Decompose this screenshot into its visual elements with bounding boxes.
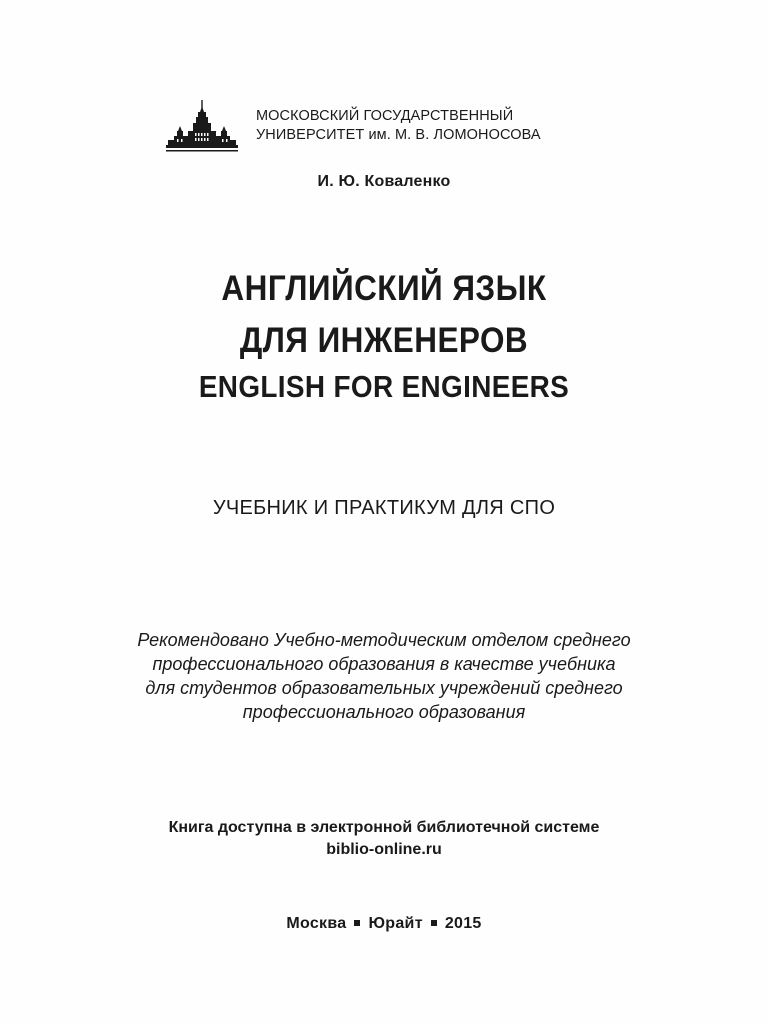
recommendation-line2: профессионального образования в качестве учебника [152, 654, 616, 674]
imprint-publisher: Юрайт [368, 915, 423, 932]
book-title [0, 263, 768, 407]
recommendation-line3: для студентов образовательных учреждений среднего [145, 678, 623, 698]
library-notice-line1: Книга доступна в электронной библиотечной системе [168, 819, 600, 836]
title-ru-line2: ДЛЯ ИНЖЕНЕРОВ [239, 321, 529, 360]
author-name: И. Ю. Коваленко [317, 173, 451, 190]
separator-square-icon [431, 920, 437, 926]
imprint-year: 2015 [444, 915, 482, 932]
book-subtitle: УЧЕБНИК И ПРАКТИКУМ ДЛЯ СПО [212, 497, 556, 519]
recommendation-line1: Рекомендовано Учебно-методическим отделом среднего [137, 630, 631, 650]
imprint-city: Москва [286, 915, 347, 932]
university-name-line1: МОСКОВСКИЙ ГОСУДАРСТВЕННЫЙ [256, 108, 514, 124]
imprint [0, 915, 768, 933]
recommendation-text [0, 628, 768, 724]
separator-square-icon [354, 920, 360, 926]
library-url: biblio-online.ru [326, 841, 442, 858]
title-en: ENGLISH FOR ENGINEERS [198, 369, 570, 404]
title-ru-line1: АНГЛИЙСКИЙ ЯЗЫК [221, 269, 547, 308]
university-header [166, 100, 606, 156]
recommendation-line4: профессионального образования [242, 702, 526, 722]
university-name [256, 107, 541, 145]
library-notice [0, 817, 768, 861]
university-name-line2: УНИВЕРСИТЕТ им. М. В. ЛОМОНОСОВА [256, 127, 541, 143]
msu-building-icon [166, 100, 238, 154]
